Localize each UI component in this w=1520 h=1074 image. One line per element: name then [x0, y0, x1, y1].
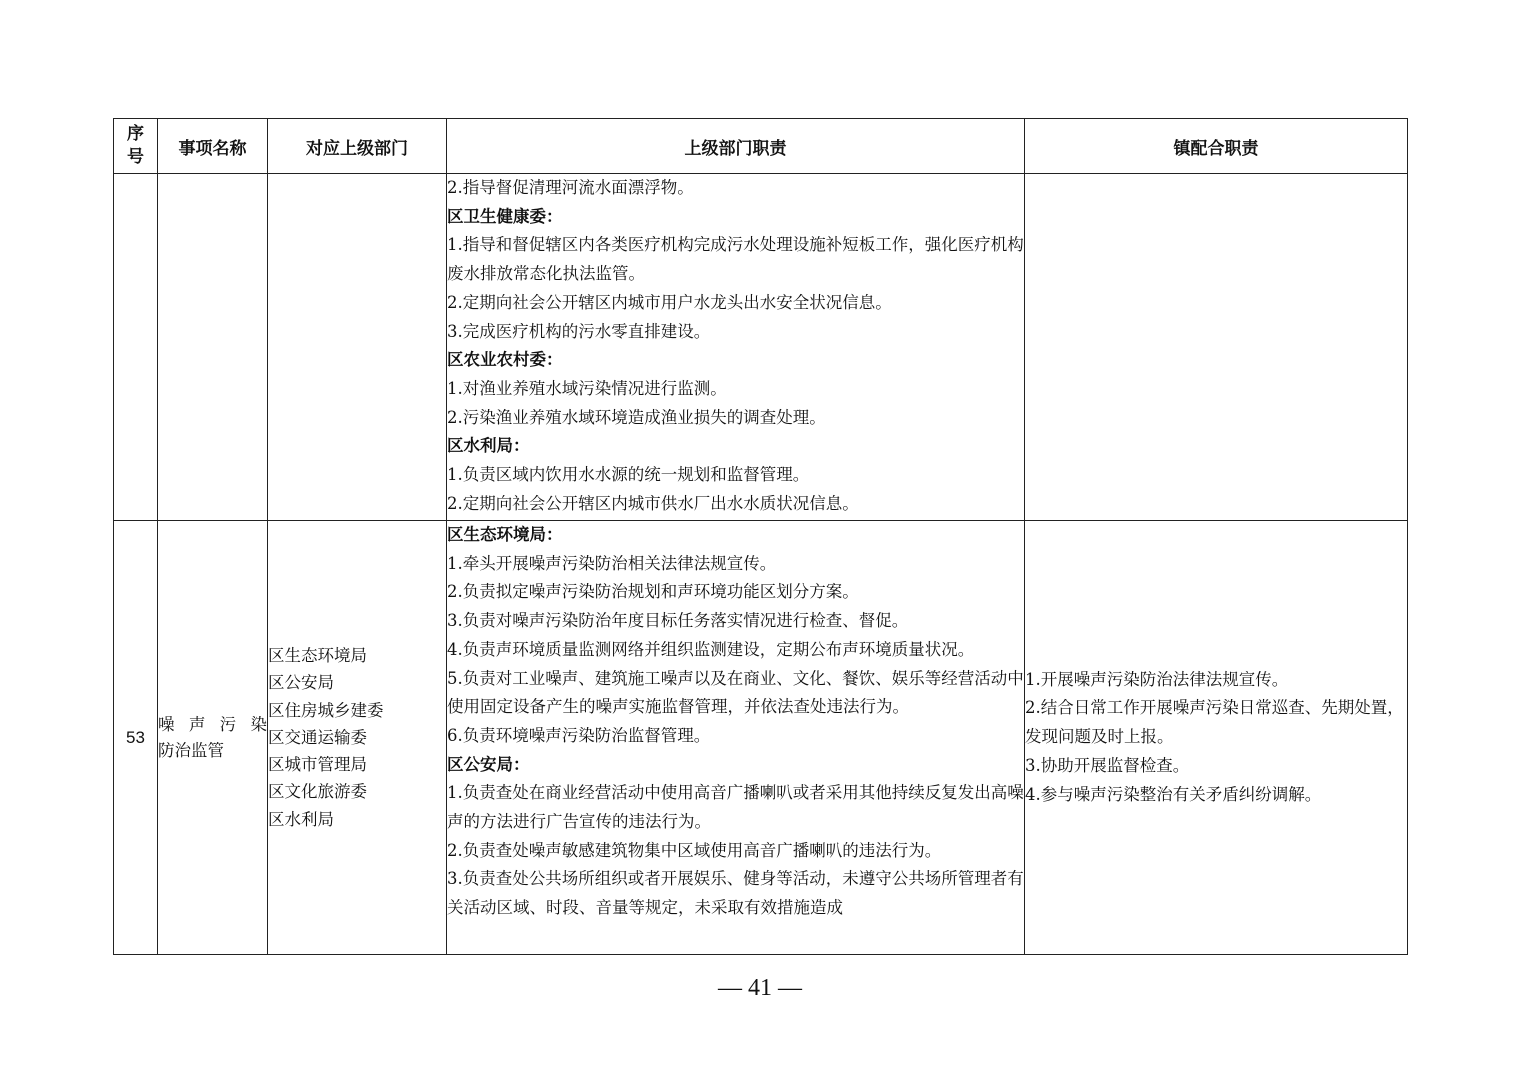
item-name-line: 防治监管	[158, 740, 224, 760]
duty-item: 3.负责查处公共场所组织或者开展娱乐、健身等活动，未遵守公共场所管理者有关活动区域、时段、音量等规定，未采取有效措施造成	[447, 869, 1024, 918]
row1-town	[1025, 174, 1408, 521]
row1-duties	[447, 174, 1025, 521]
header-item-name: 事项名称	[158, 119, 268, 174]
duty-item: 2.负责查处噪声敏感建筑物集中区域使用高音广播喇叭的违法行为。	[447, 840, 942, 860]
duty-item: 2.定期向社会公开辖区内城市供水厂出水水质状况信息。	[447, 493, 859, 513]
duty-item: 1.指导和督促辖区内各类医疗机构完成污水处理设施补短板工作，强化医疗机构废水排放常态化执法监管。	[447, 235, 1024, 284]
row1-seq	[114, 174, 158, 521]
responsibility-table	[113, 118, 1408, 955]
duty-item: 1.对渔业养殖水域污染情况进行监测。	[447, 378, 727, 398]
row2-dept-list	[268, 521, 447, 955]
row2-duties	[447, 521, 1025, 955]
dept-heading: 区水利局：	[447, 436, 530, 456]
town-item: 1.开展噪声污染防治法律法规宣传。	[1025, 669, 1289, 689]
row2-item-name	[158, 521, 268, 955]
duty-item: 1.负责区域内饮用水水源的统一规划和监督管理。	[447, 465, 810, 485]
duty-item: 2.污染渔业养殖水域环境造成渔业损失的调查处理。	[447, 407, 826, 427]
row2-town	[1025, 521, 1408, 955]
duty-item: 1.负责查处在商业经营活动中使用高音广播喇叭或者采用其他持续反复发出高噪声的方法进行广告宣传的违法行为。	[447, 783, 1024, 832]
header-town: 镇配合职责	[1025, 119, 1408, 174]
duty-item: 3.负责对噪声污染防治年度目标任务落实情况进行检查、督促。	[447, 611, 909, 631]
duty-item: 3.完成医疗机构的污水零直排建设。	[447, 321, 711, 341]
duty-item: 6.负责环境噪声污染防治监督管理。	[447, 725, 711, 745]
dept-item: 区水利局	[268, 809, 334, 829]
duty-item: 2.指导督促清理河流水面漂浮物。	[447, 178, 694, 197]
header-dept: 对应上级部门	[268, 119, 447, 174]
duty-item: 1.牵头开展噪声污染防治相关法律法规宣传。	[447, 553, 777, 573]
table-row	[114, 174, 1408, 521]
item-name-line: 噪声污染	[158, 714, 267, 734]
dept-item: 区文化旅游委	[268, 782, 367, 802]
duty-item: 4.负责声环境质量监测网络并组织监测建设，定期公布声环境质量状况。	[447, 639, 975, 659]
dept-heading: 区生态环境局：	[447, 525, 563, 544]
dept-item: 区城市管理局	[268, 755, 367, 775]
dept-item: 区住房城乡建委	[268, 700, 384, 720]
dept-item: 区公安局	[268, 673, 334, 693]
dept-heading: 区农业农村委：	[447, 350, 563, 370]
row1-dept	[268, 174, 447, 521]
header-row	[114, 119, 1408, 174]
dept-heading: 区卫生健康委：	[447, 206, 563, 226]
row1-item-name	[158, 174, 268, 521]
town-item: 2.结合日常工作开展噪声污染日常巡查、先期处置，发现问题及时上报。	[1025, 698, 1404, 747]
duty-item: 5.负责对工业噪声、建筑施工噪声以及在商业、文化、餐饮、娱乐等经营活动中使用固定设备产生的噪声实施监督管理，并依法查处违法行为。	[447, 668, 1024, 717]
duty-item: 2.定期向社会公开辖区内城市用户水龙头出水安全状况信息。	[447, 292, 892, 312]
town-item: 3.协助开展监督检查。	[1025, 755, 1190, 775]
page-number: — 41 —	[718, 975, 802, 1001]
table-row	[114, 521, 1408, 955]
duty-item: 2.负责拟定噪声污染防治规划和声环境功能区划分方案。	[447, 582, 859, 602]
town-item: 4.参与噪声污染整治有关矛盾纠纷调解。	[1025, 784, 1322, 804]
dept-item: 区生态环境局	[268, 646, 367, 666]
header-seq: 序 号	[114, 119, 158, 174]
dept-item: 区交通运输委	[268, 727, 367, 747]
row2-seq: 53	[114, 521, 158, 955]
header-duties: 上级部门职责	[447, 119, 1025, 174]
dept-heading: 区公安局：	[447, 754, 530, 774]
